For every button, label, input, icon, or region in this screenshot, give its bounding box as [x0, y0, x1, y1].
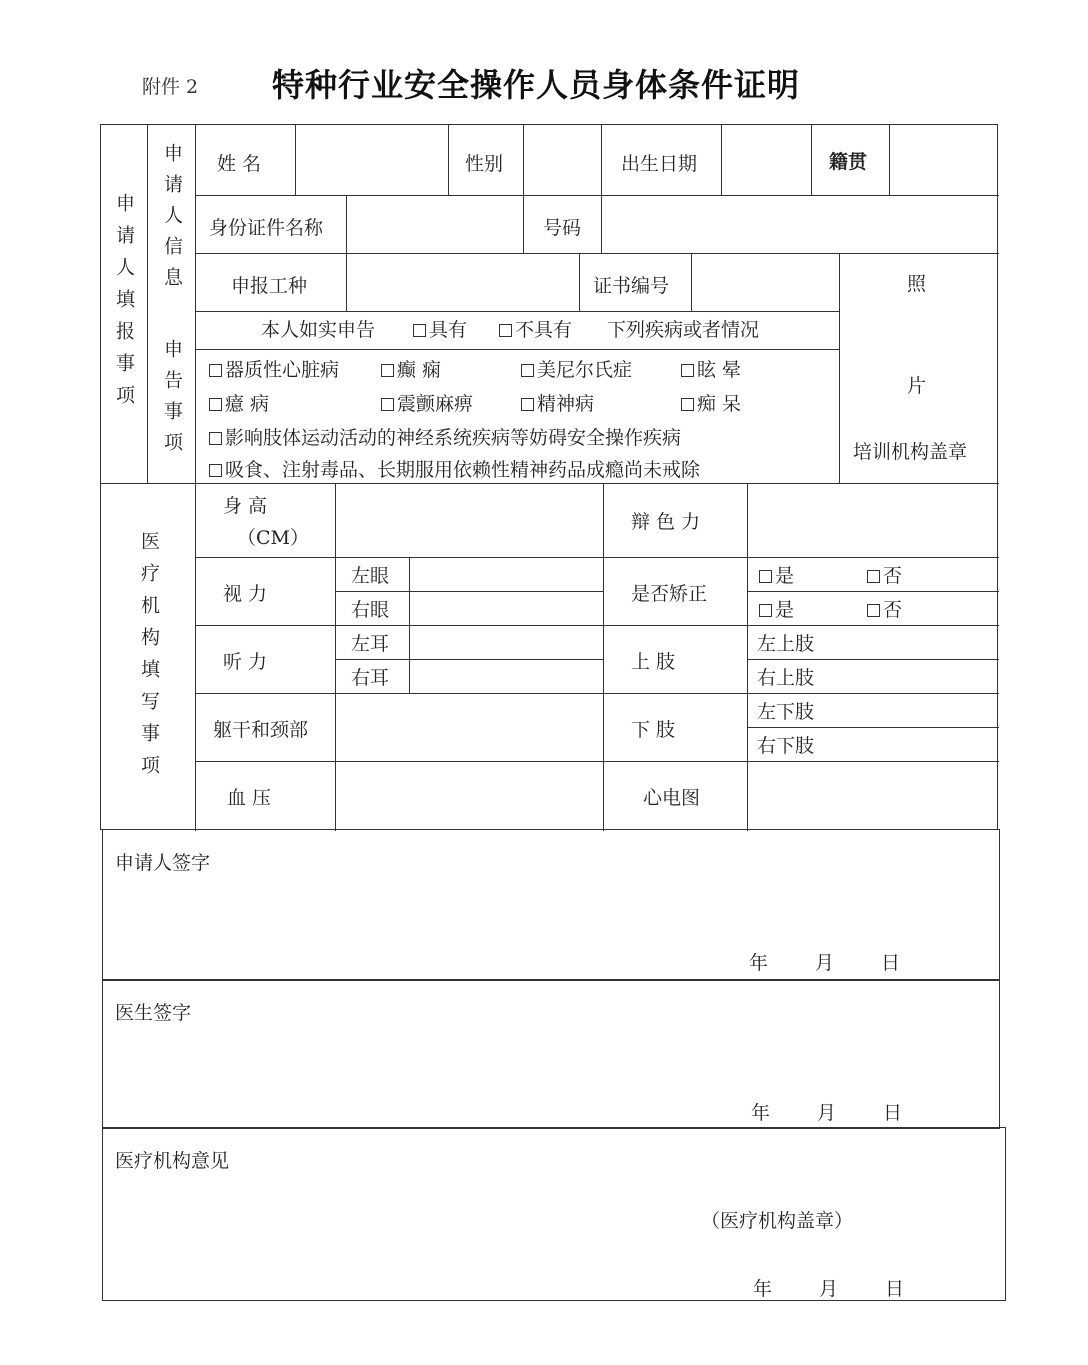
applicant-signature-section[interactable] — [102, 829, 1000, 981]
applicant-signature-label: 申请人签字 — [115, 852, 211, 874]
checkbox[interactable] — [413, 324, 426, 337]
upper-limb-label: 上 肢 — [631, 651, 676, 673]
yes-label: 是 — [775, 565, 795, 587]
date-day: 日 — [885, 1278, 905, 1300]
declare-suffix: 下列疾病或者情况 — [607, 319, 760, 341]
job-type-field[interactable] — [353, 271, 577, 299]
job-type-label: 申报工种 — [231, 275, 308, 297]
vision-label: 视 力 — [223, 583, 268, 605]
disease-option[interactable] — [209, 429, 681, 448]
institution-opinion-section[interactable] — [102, 1127, 1006, 1301]
disease-label: 吸食、注射毒品、长期服用依赖性精神药品成瘾尚未戒除 — [225, 459, 701, 481]
gender-field[interactable] — [529, 149, 597, 177]
corrected-left-yes[interactable] — [759, 567, 794, 586]
institution-stamp-label: （医疗机构盖章） — [701, 1210, 854, 1232]
gender-label: 性别 — [465, 153, 504, 175]
date-year: 年 — [751, 1102, 771, 1124]
certificate-form — [100, 124, 998, 830]
right-eye-field[interactable] — [415, 597, 597, 623]
disease-option[interactable] — [681, 395, 741, 414]
native-place-field[interactable] — [895, 149, 991, 177]
corrected-label: 是否矫正 — [631, 583, 708, 605]
applicant-section-label: 申请人填报事项 — [113, 193, 135, 417]
declare-no-label: 不具有 — [515, 319, 573, 341]
id-number-field[interactable] — [607, 213, 993, 241]
doctor-signature-label: 医生签字 — [115, 1002, 192, 1024]
date-day: 日 — [881, 952, 901, 974]
checkbox[interactable] — [867, 570, 880, 583]
blood-pressure-label: 血 压 — [227, 787, 272, 809]
disease-label: 器质性心脏病 — [225, 359, 340, 381]
right-upper-limb-label: 右上肢 — [757, 667, 815, 689]
disease-label: 精神病 — [537, 393, 595, 415]
checkbox[interactable] — [521, 364, 534, 377]
color-vision-field[interactable] — [753, 495, 991, 551]
trunk-neck-label: 躯干和颈部 — [213, 719, 309, 741]
left-eye-label: 左眼 — [351, 565, 390, 587]
checkbox[interactable] — [209, 398, 222, 411]
disease-label: 眩 晕 — [697, 359, 742, 381]
trunk-neck-field[interactable] — [341, 701, 597, 757]
name-field[interactable] — [303, 149, 443, 177]
declare-no-option[interactable] — [499, 321, 572, 340]
date-month: 月 — [817, 1102, 837, 1124]
checkbox[interactable] — [867, 604, 880, 617]
id-type-label: 身份证件名称 — [209, 217, 324, 239]
checkbox[interactable] — [209, 464, 222, 477]
no-label: 否 — [883, 565, 903, 587]
corrected-right-yes[interactable] — [759, 601, 794, 620]
checkbox[interactable] — [381, 398, 394, 411]
height-unit: （CM） — [237, 527, 309, 549]
medical-section-label: 医疗机构填写事项 — [138, 531, 160, 787]
disease-option[interactable] — [381, 361, 441, 380]
left-ear-field[interactable] — [415, 631, 597, 657]
checkbox[interactable] — [759, 604, 772, 617]
blood-pressure-field[interactable] — [341, 769, 597, 825]
checkbox[interactable] — [681, 398, 694, 411]
right-ear-field[interactable] — [415, 665, 597, 691]
date-year: 年 — [753, 1278, 773, 1300]
yes-label: 是 — [775, 599, 795, 621]
disease-label: 癔 病 — [225, 393, 270, 415]
checkbox[interactable] — [209, 364, 222, 377]
training-stamp-label: 培训机构盖章 — [853, 441, 968, 463]
checkbox[interactable] — [521, 398, 534, 411]
disease-label: 痴 呆 — [697, 393, 742, 415]
disease-option[interactable] — [209, 461, 700, 480]
date-day: 日 — [883, 1102, 903, 1124]
ecg-label: 心电图 — [643, 787, 701, 809]
cert-number-field[interactable] — [697, 271, 837, 299]
corrected-left-no[interactable] — [867, 567, 902, 586]
name-label: 姓 名 — [217, 153, 262, 175]
disease-label: 影响肢体运动活动的神经系统疾病等妨碍安全操作疾病 — [225, 427, 682, 449]
native-place-label: 籍贯 — [829, 151, 868, 173]
disease-label: 癫 痫 — [397, 359, 442, 381]
right-eye-label: 右眼 — [351, 599, 390, 621]
disease-label: 美尼尔氏症 — [537, 359, 633, 381]
right-lower-limb-label: 右下肢 — [757, 735, 815, 757]
left-ear-label: 左耳 — [351, 633, 390, 655]
doctor-signature-section[interactable] — [102, 979, 1000, 1129]
declare-yes-option[interactable] — [413, 321, 467, 340]
disease-option[interactable] — [681, 361, 741, 380]
right-ear-label: 右耳 — [351, 667, 390, 689]
date-year: 年 — [749, 952, 769, 974]
height-field[interactable] — [341, 495, 597, 551]
left-eye-field[interactable] — [415, 563, 597, 589]
checkbox[interactable] — [759, 570, 772, 583]
ecg-field[interactable] — [753, 769, 991, 825]
photo-label-top: 照 — [907, 273, 927, 295]
left-upper-limb-label: 左上肢 — [757, 633, 815, 655]
left-lower-limb-label: 左下肢 — [757, 701, 815, 723]
disease-option[interactable] — [521, 361, 632, 380]
institution-opinion-label: 医疗机构意见 — [115, 1150, 230, 1172]
page-title: 特种行业安全操作人员身体条件证明 — [272, 66, 801, 104]
date-month: 月 — [815, 952, 835, 974]
hearing-label: 听 力 — [223, 651, 268, 673]
cert-number-label: 证书编号 — [593, 275, 670, 297]
disease-label: 震颤麻痹 — [397, 393, 474, 415]
id-type-field[interactable] — [353, 213, 517, 241]
declare-text: 本人如实申告 — [261, 319, 376, 341]
photo-label-bottom: 片 — [907, 375, 927, 397]
applicant-info-label: 申请人信息 — [161, 143, 183, 298]
birth-label: 出生日期 — [621, 153, 698, 175]
declare-yes-label: 具有 — [429, 319, 468, 341]
color-vision-label: 辩 色 力 — [631, 511, 701, 533]
id-number-label: 号码 — [543, 217, 582, 239]
checkbox[interactable] — [499, 324, 512, 337]
declare-label: 申告事项 — [161, 339, 183, 463]
checkbox[interactable] — [209, 432, 222, 445]
attachment-label: 附件 2 — [142, 76, 199, 98]
no-label: 否 — [883, 599, 903, 621]
checkbox[interactable] — [381, 364, 394, 377]
lower-limb-label: 下 肢 — [631, 719, 676, 741]
date-month: 月 — [819, 1278, 839, 1300]
checkbox[interactable] — [681, 364, 694, 377]
disease-option[interactable] — [381, 395, 473, 414]
height-label: 身 高 — [223, 495, 268, 517]
disease-option[interactable] — [209, 395, 269, 414]
birth-field[interactable] — [727, 149, 809, 177]
disease-option[interactable] — [521, 395, 594, 414]
corrected-right-no[interactable] — [867, 601, 902, 620]
disease-option[interactable] — [209, 361, 339, 380]
